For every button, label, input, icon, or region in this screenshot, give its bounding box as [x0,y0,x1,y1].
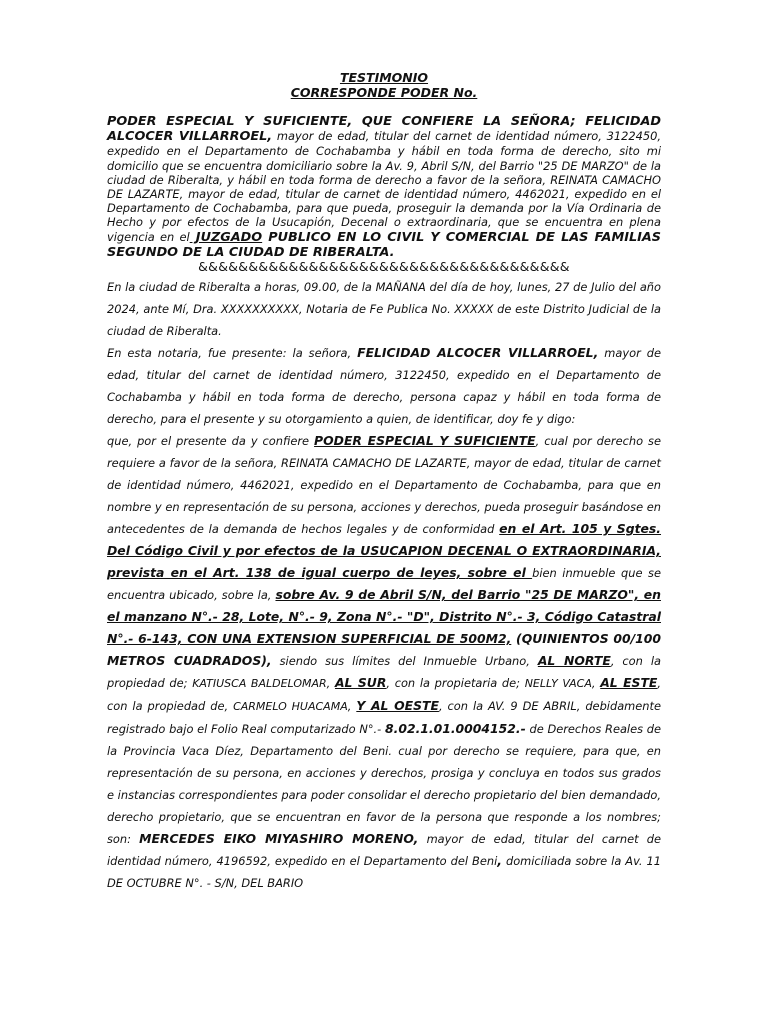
power-heading: PODER ESPECIAL Y SUFICIENTE, QUE CONFIERE LA SEÑORA; FELICIDAD ALCOCER VILLARROEL, mayor de edad, titular del carnet de identidad número, 3122450, expedido en el Departamento de Cochabamba y hábil en toda forma de derecho, sito mi domicilio que se encuentra domiciliario sobre la Av. 9, Abril S/N, del Barrio "25 DE MARZO" de la ciudad de Riberalta, y hábil en toda forma de derecho a favor de la señora, REINATA CAMACHO DE LAZARTE, mayor de edad, titular de carnet de identidad número, 4462021, expedido en el Departamento de Cochabamba, para que pueda, proseguir la demanda por la Vía Ordinaria de Hecho y por efectos de la Usucapión, Decenal o extraordinaria, que se encuentra en plena vigencia en el JUZGADO PUBLICO EN LO CIVIL Y COMERCIAL DE LAS FAMILIAS SEGUNDO DE LA CIUDAD DE RIBERALTA. [107,114,661,260]
document-title: TESTIMONIO [339,70,429,85]
paragraph-power-grant: que, por el presente da y confiere PODER ESPECIAL Y SUFICIENTE, cual por derecho se requiere a favor de la señora, REINATA CAMACHO DE LAZARTE, mayor de edad, titular de carnet de identidad número, 4462021, expedido en el Departamento de Cochabamba, para que en nombre y en representación de su persona, acciones y derechos, pueda proseguir basándose en antecedentes de la demanda de hechos legales y de conformidad en el Art. 105 y Sgtes. Del Código Civil y por efectos de la USUCAPION DECENAL O EXTRAORDINARIA, prevista en el Art. 138 de igual cuerpo de leyes, sobre el bien inmueble que se encuentra ubicado, sobre la, sobre Av. 9 de Abril S/N, del Barrio "25 DE MARZO", en el manzano N°.- 28, Lote, N°.- 9, Zona N°.- "D", Distrito N°.- 3, Código Catastral N°.- 6-143, CON UNA EXTENSION SUPERFICIAL DE 500M2, (QUINIENTOS 00/100 METROS CUADRADOS), siendo sus límites del Inmueble Urbano, AL NORTE, con la propiedad de; KATIUSCA BALDELOMAR, AL SUR, con la propietaria de; NELLY VACA, AL ESTE, con la propiedad de, CARMELO HUACAMA, Y AL OESTE, con la AV. 9 DE ABRIL, debidamente registrado bajo el Folio Real computarizado N°.- 8.02.1.01.0004152.- de Derechos Reales de la Provincia Vaca Díez, Departamento del Beni. cual por derecho se requiere, para que, en representación de su persona, en acciones y derechos, prosiga y concluya en todos sus grados e instancias correspondientes para poder consolidar el derecho propietario del bien demandado, derecho propietario, que se encuentran en favor de la persona que responde a los nombres; son: MERCEDES EIKO MIYASHIRO MORENO, mayor de edad, titular del carnet de identidad número, 4196592, expedido en el Departamento del Beni, domiciliada sobre la Av. 11 DE OCTUBRE N°. - S/N, DEL BARIO [107,433,662,891]
paragraph-place-date: En la ciudad de Riberalta a horas, 09.00, de la MAÑANA del día de hoy, lunes, 27 de Julio del año 2024, ante Mí, Dra. XXXXXXXXXX, Notaria de Fe Publica No. XXXXX de este Distrito Judicial de la ciudad de Riberalta. [107,280,661,339]
document-subtitle: CORRESPONDE PODER No. [290,85,478,100]
separator-line: &&&&&&&&&&&&&&&&&&&&&&&&&&&&&&&&&&&&& [198,259,570,275]
document-page [107,70,661,894]
paragraph-appearance: En esta notaria, fue presente: la señora, FELICIDAD ALCOCER VILLARROEL, mayor de edad, titular del carnet de identidad número, 3122450, expedido en el Departamento de Cochabamba y hábil en toda forma de derecho, persona capaz y hábil en toda forma de derecho, para el presente y su otorgamiento a quien, de identificar, doy fe y digo: [107,345,661,427]
